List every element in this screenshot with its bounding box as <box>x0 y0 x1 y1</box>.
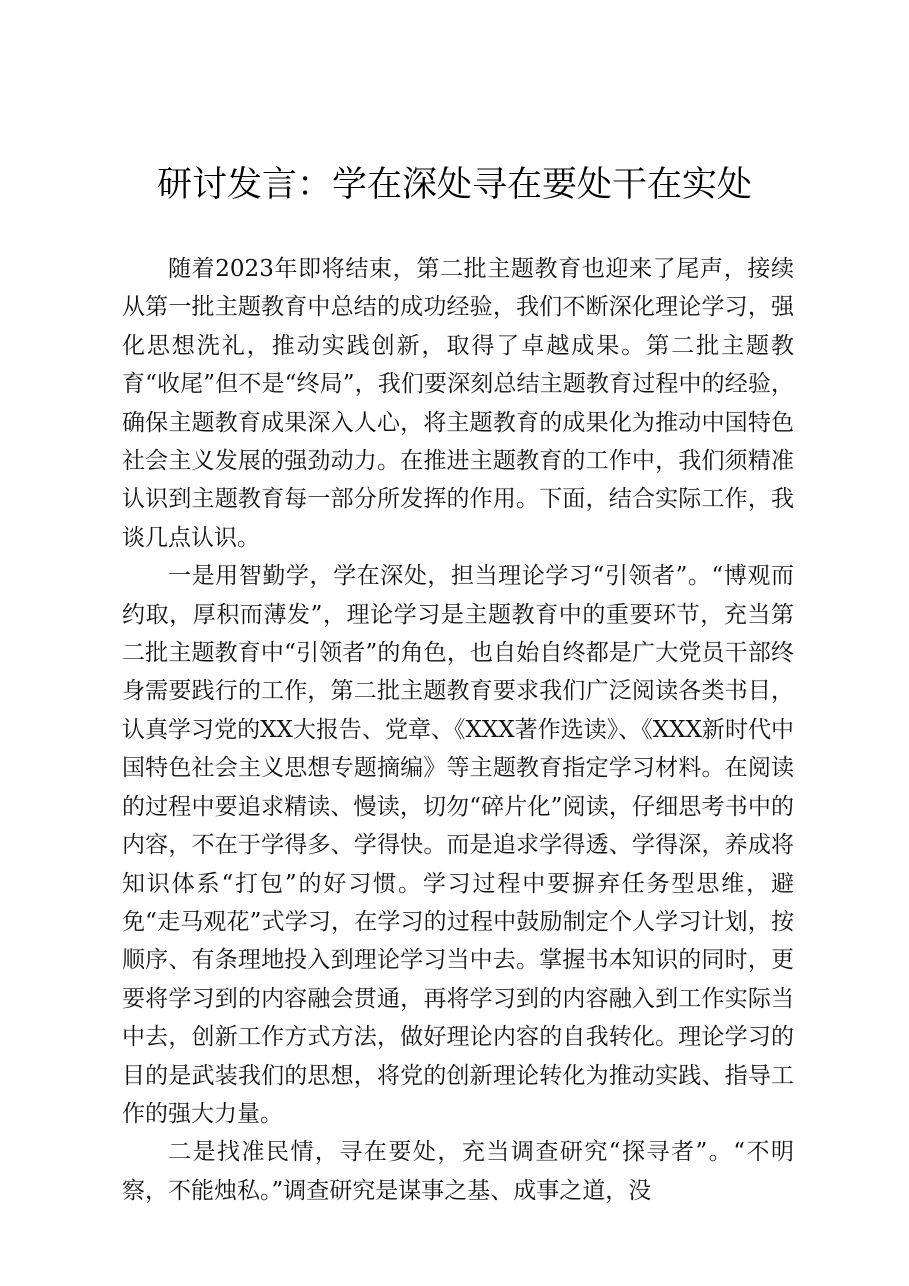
paragraph-point-one: 一是用智勤学，学在深处，担当理论学习“引领者”。“博观而约取，厚积而薄发”，理论学习是主题教育中的重要环节，充当第二批主题教育中“引领者”的角色，也自始自终都是广大党员干部终身需要践行的工作，第二批主题教育要求我们广泛阅读各类书目，认真学习党的XX大报告、党章、《XXX著作选读》、《XXX新时代中国特色社会主义思想专题摘编》等主题教育指定学习材料。在阅读的过程中要追求精读、慢读，切勿“碎片化”阅读，仔细思考书中的内容，不在于学得多、学得快。而是追求学得透、学得深，养成将知识体系“打包”的好习惯。学习过程中要摒弃任务型思维，避免“走马观花”式学习，在学习的过程中鼓励制定个人学习计划，按顺序、有条理地投入到理论学习当中去。掌握书本知识的同时，更要将学习到的内容融会贯通，再将学习到的内容融入到工作实际当中去，创新工作方式方法，做好理论内容的自我转化。理论学习的目的是武装我们的思想，将党的创新理论转化为推动实践、指导工作的强大力量。 <box>122 563 794 1127</box>
document-title: 研讨发言：学在深处寻在要处干在实处 <box>156 165 752 205</box>
document-body <box>122 250 794 1210</box>
paragraph-point-two: 二是找准民情，寻在要处，充当调查研究“探寻者”。“不明察，不能烛私。”调查研究是谋事之基、成事之道，没 <box>122 1139 794 1204</box>
paragraph-intro: 随着2023年即将结束，第二批主题教育也迎来了尾声，接续从第一批主题教育中总结的成功经验，我们不断深化理论学习，强化思想洗礼，推动实践创新，取得了卓越成果。第二批主题教育“收尾”但不是“终局”，我们要深刻总结主题教育过程中的经验，确保主题教育成果深入人心，将主题教育的成果化为推动中国特色社会主义发展的强劲动力。在推进主题教育的工作中，我们须精准认识到主题教育每一部分所发挥的作用。下面，结合实际工作，我谈几点认识。 <box>122 256 794 551</box>
